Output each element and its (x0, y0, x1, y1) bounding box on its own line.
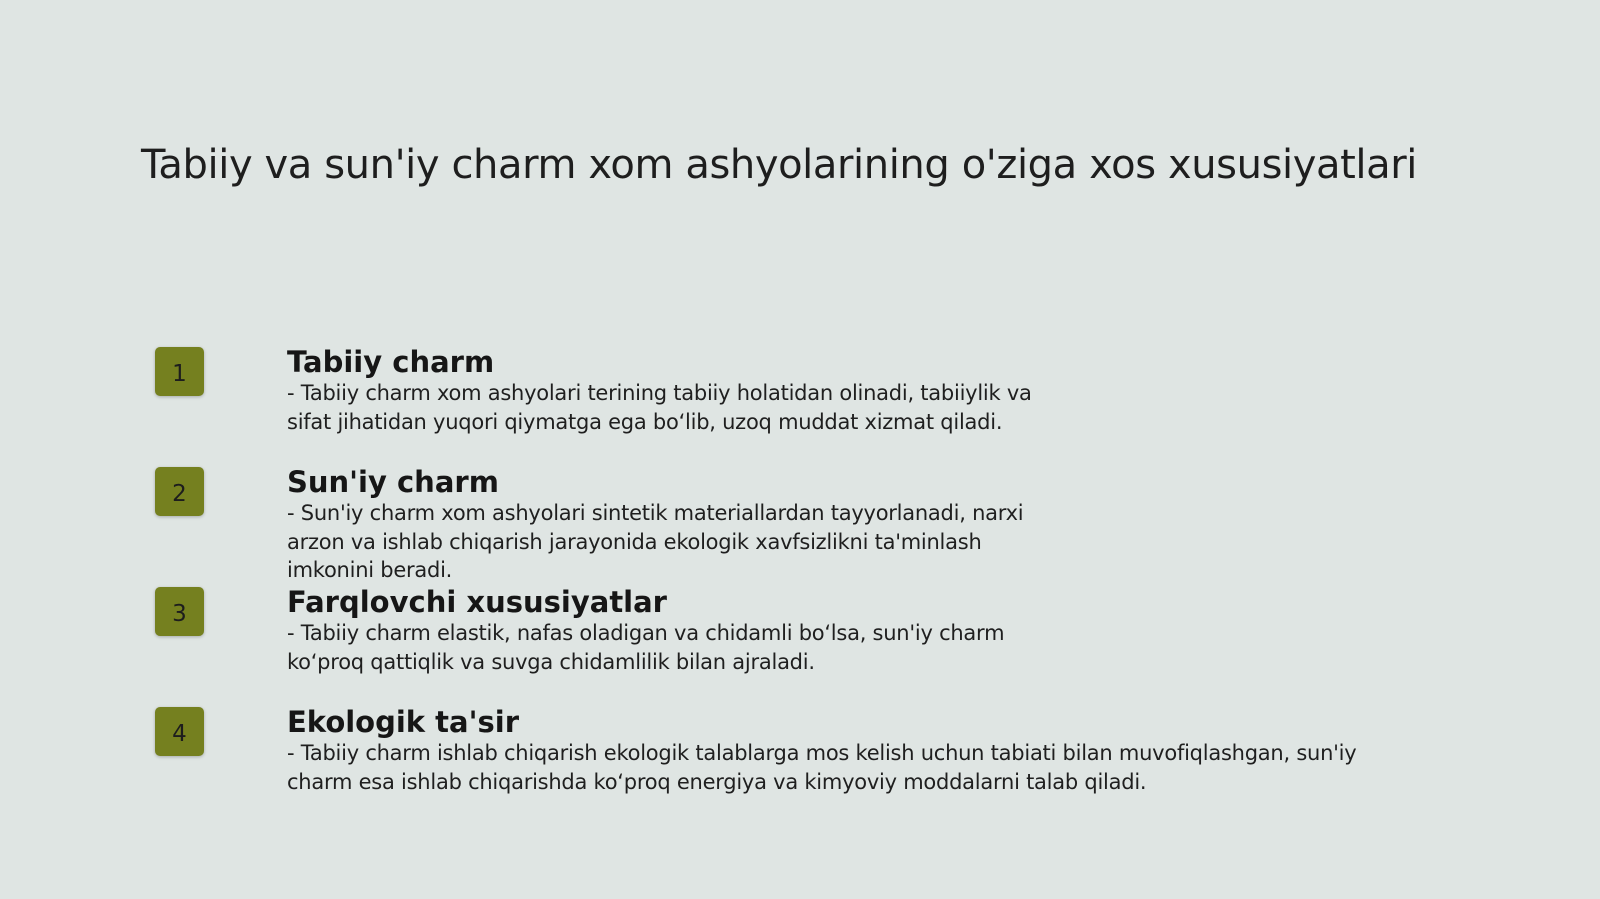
item-description: - Tabiiy charm ishlab chiqarish ekologik talablarga mos kelish uchun tabiati bilan muvofiqlashgan, sun'iy charm esa ishlab chiqarishda ko‘proq energiya va kimyoviy moddalarni talab qiladi. (287, 741, 1357, 794)
item-heading: Tabiiy charm (287, 345, 495, 379)
item-description: - Sun'iy charm xom ashyolari sintetik materiallardan tayyorlanadi, narxi arzon va ishlab chiqarish jarayonida ekologik xavfsizlikni ta'minlash imkonini beradi. (287, 501, 1024, 582)
item-description: - Tabiiy charm elastik, nafas oladigan va chidamli bo‘lsa, sun'iy charm ko‘proq qattiqlik va suvga chidamlilik bilan ajraladi. (287, 621, 1005, 674)
number-badge: 4 (155, 707, 204, 756)
number-badge: 2 (155, 467, 204, 516)
item-content (287, 585, 1004, 676)
item-content (287, 345, 1032, 436)
item-description: - Tabiiy charm xom ashyolari terining tabiiy holatidan olinadi, tabiiylik va sifat jihatidan yuqori qiymatga ega bo‘lib, uzoq muddat xizmat qiladi. (287, 381, 1032, 434)
number-badge: 3 (155, 587, 204, 636)
item-content (287, 705, 1356, 796)
slide-title: Tabiiy va sun'iy charm xom ashyolarining o'ziga xos xususiyatlari (141, 142, 1417, 188)
item-heading: Farqlovchi xususiyatlar (287, 585, 667, 619)
item-heading: Ekologik ta'sir (287, 705, 519, 739)
item-heading: Sun'iy charm (287, 465, 499, 499)
item-content (287, 465, 1023, 585)
number-badge: 1 (155, 347, 204, 396)
